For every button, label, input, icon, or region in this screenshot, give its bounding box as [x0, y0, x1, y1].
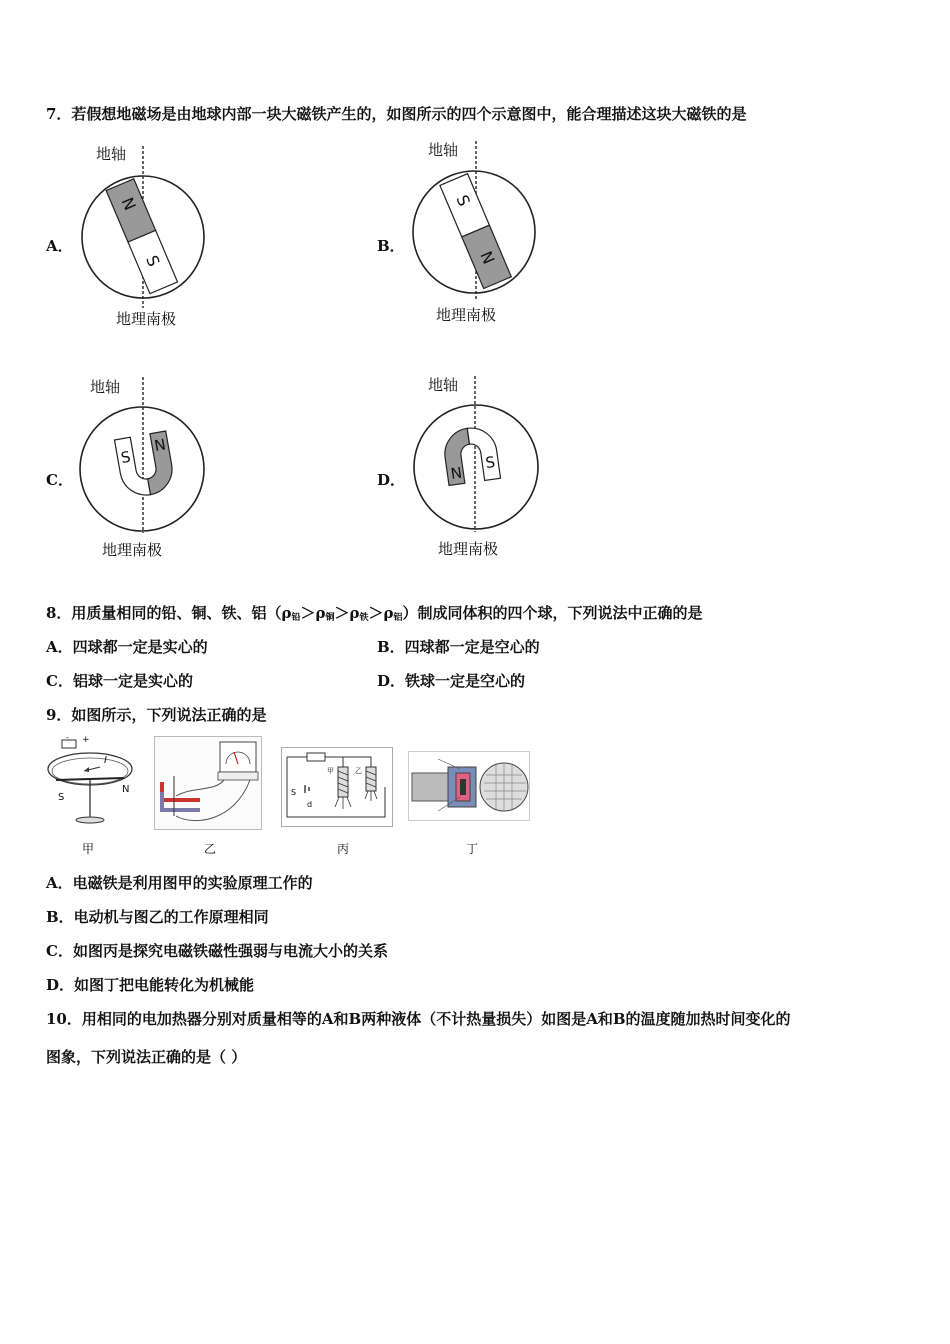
q7-c-pole-right: N: [152, 435, 168, 456]
q9-option-a[interactable]: A．电磁铁是利用图甲的实验原理工作的: [46, 874, 313, 892]
q7-figure-a: [80, 140, 230, 330]
q8-gt-2: ＞: [334, 604, 350, 622]
q10-stem-line1: 10．用相同的电加热器分别对质量相等的A和B两种液体（不计热量损失）如图是A和B的温度随加热时间变化的: [46, 1010, 791, 1028]
q9-caption-jia: 甲: [82, 842, 95, 856]
q7-d-pole-label: 地理南极: [438, 540, 499, 558]
q7-b-pole-label: 地理南极: [436, 306, 497, 324]
q9-caption-bing: 丙: [337, 842, 350, 856]
q7-a-pole-top: N: [117, 194, 140, 214]
q9-caption-yi: 乙: [204, 842, 217, 856]
q9-caption-ding: 丁: [466, 842, 479, 856]
q9-figure-ding: [408, 751, 530, 821]
q7-d-pole-left: N: [449, 463, 464, 483]
q7-option-a[interactable]: A．: [46, 237, 73, 255]
q9-figure-jia: [44, 734, 136, 829]
q8-gt-1: ＞: [300, 604, 316, 622]
q10-stem-line2: 图象，下列说法正确的是（ ）: [46, 1048, 247, 1066]
q8-stem-prefix: 8．用质量相同的铅、铜、铁、铝（: [46, 604, 282, 622]
q7-figure-b: [410, 135, 560, 325]
q9-jia-s: S: [58, 792, 65, 803]
q9-bing-yi: 乙: [355, 767, 362, 775]
q8-rho-3: ρ: [349, 604, 360, 622]
q8-gt-3: ＞: [368, 604, 384, 622]
q7-c-pole-label: 地理南极: [102, 541, 163, 559]
q9-jia-plus: +: [82, 735, 90, 745]
q7-a-pole-bottom: S: [142, 252, 164, 270]
q8-sub-al: 铝: [393, 613, 403, 623]
q7-option-d[interactable]: D．: [377, 471, 406, 489]
q9-stem: 9．如图所示，下列说法正确的是: [46, 706, 267, 724]
q7-c-axis-label: 地轴: [90, 378, 121, 396]
q7-b-axis-label: 地轴: [428, 141, 459, 159]
q9-bing-d: d: [307, 800, 313, 809]
q7-d-axis-label: 地轴: [428, 376, 459, 394]
q9-jia-minus: -: [66, 734, 69, 742]
q8-option-a[interactable]: A．四球都一定是实心的: [46, 638, 208, 656]
q7-a-pole-label: 地理南极: [116, 310, 177, 328]
q9-jia-n: N: [122, 784, 130, 795]
q9-figure-yi: [154, 736, 262, 830]
q9-option-b[interactable]: B．电动机与图乙的工作原理相同: [46, 908, 269, 926]
q7-figure-c: [78, 373, 228, 543]
q8-sub-iron: 铁: [359, 613, 369, 623]
q8-stem-suffix: ）制成同体积的四个球，下列说法中正确的是: [402, 604, 703, 622]
q8-option-d[interactable]: D．铁球一定是空心的: [377, 672, 526, 690]
q8-sub-copper: 铜: [325, 613, 335, 623]
q9-option-d[interactable]: D．如图丁把电能转化为机械能: [46, 976, 255, 994]
q7-figure-d: [410, 372, 560, 542]
q9-jia-current: I: [104, 755, 107, 766]
q9-figure-bing: [281, 747, 393, 827]
q8-option-c[interactable]: C．铝球一定是实心的: [46, 672, 193, 690]
q8-stem: [46, 602, 703, 623]
q8-option-b[interactable]: B．四球都一定是空心的: [377, 638, 540, 656]
q9-bing-jia: 甲: [327, 767, 334, 775]
q7-a-axis-label: 地轴: [96, 145, 127, 163]
q7-option-b[interactable]: B．: [377, 237, 405, 255]
q7-d-pole-right: S: [484, 452, 497, 473]
q9-option-c[interactable]: C．如图丙是探究电磁铁磁性强弱与电流大小的关系: [46, 942, 388, 960]
q8-rho-2: ρ: [315, 604, 326, 622]
q9-bing-s: S: [291, 788, 297, 797]
q8-rho-1: ρ: [281, 604, 292, 622]
q7-b-pole-top: S: [452, 192, 474, 209]
q7-option-c[interactable]: C．: [46, 471, 73, 489]
q7-c-pole-left: S: [119, 447, 132, 468]
q8-sub-lead: 铅: [291, 613, 301, 623]
q7-stem: 7．若假想地磁场是由地球内部一块大磁铁产生的，如图所示的四个示意图中，能合理描述这块大磁铁的是: [46, 105, 747, 123]
q8-rho-4: ρ: [383, 604, 394, 622]
q7-b-pole-bottom: N: [476, 248, 499, 267]
